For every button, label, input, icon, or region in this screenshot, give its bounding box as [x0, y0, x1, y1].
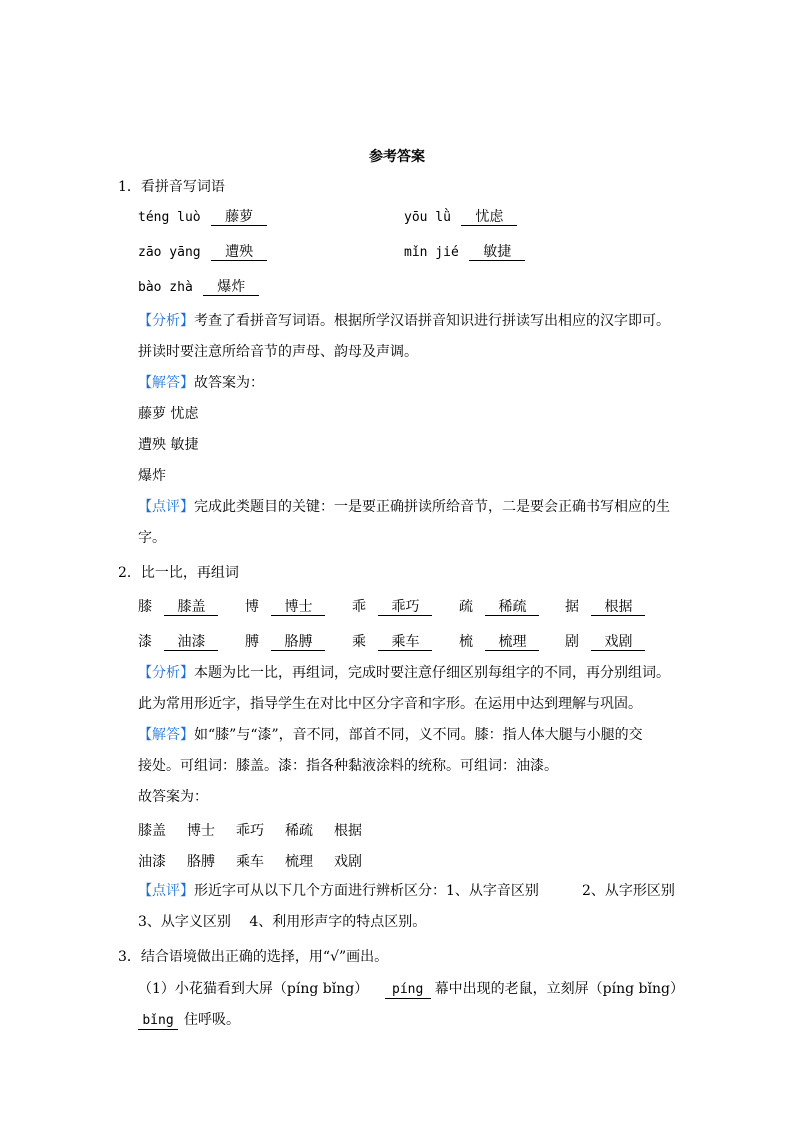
q2-answer	[138, 720, 678, 813]
comment-text: 3、从字义区别 4、利用形声字的特点区别。	[138, 914, 427, 930]
pinyin: mǐn jié	[404, 245, 459, 260]
answer-tag: 【解答】	[138, 375, 194, 391]
answer-word: 胳膊	[187, 854, 215, 870]
char: 剧	[565, 634, 579, 650]
q1-item	[404, 244, 525, 261]
analysis-text: 此为常用形近字，指导学生在对比中区分字音和字形。在运用中达到理解与巩固。	[138, 696, 642, 712]
char: 漆	[138, 634, 152, 650]
q1-item	[138, 279, 259, 296]
answer-blank: 胳膊	[271, 634, 325, 651]
comment-text: 完成此类题目的关键：一是要正确拼读所给音节，二是要会正确书写相应的生	[194, 499, 670, 515]
answer-blank: 稀疏	[485, 599, 539, 616]
q3-text: 幕中出现的老鼠，立刻屏（píng bǐng）	[434, 981, 684, 997]
comment-text: 形近字可从以下几个方面进行辨析区分：1、从字音区别	[194, 883, 539, 899]
answer-blank: 根据	[591, 599, 645, 616]
answer-word: 油漆	[138, 854, 166, 870]
answer-blank: píng	[385, 982, 431, 999]
q1-comment	[138, 492, 678, 554]
q2-comment	[138, 876, 678, 938]
q3-text: 住呼吸。	[184, 1012, 240, 1028]
answer-blank: 膝盖	[164, 599, 218, 616]
comment-text: 字。	[138, 530, 166, 546]
q3-heading: 3．结合语境做出正确的选择，用“√”画出。	[118, 949, 389, 965]
pinyin: bào zhà	[138, 280, 193, 295]
analysis-text: 考查了看拼音写词语。根据所学汉语拼音知识进行拼读写出相应的汉字即可。	[194, 313, 670, 329]
q3-line1	[138, 978, 684, 999]
answer-tag: 【解答】	[138, 727, 194, 743]
answer-blank: 敏捷	[469, 244, 525, 261]
answer-blank: bǐng	[138, 1013, 178, 1030]
q1-item	[138, 244, 267, 261]
answer-word: 梳理	[285, 854, 313, 870]
analysis-text: 拼读时要注意所给音节的声母、韵母及声调。	[138, 344, 418, 360]
answer-blank: 爆炸	[203, 279, 259, 296]
answer-line: 爆炸	[138, 468, 166, 484]
q2-heading: 2．比一比，再组词	[118, 565, 239, 581]
answer-text: 接处。可组词：膝盖。漆：指各种黏液涂料的统称。可组词：油漆。	[138, 758, 558, 774]
q1-item	[404, 209, 517, 226]
answer-intro: 故答案为：	[194, 375, 264, 391]
q3-text: （1）小花猫看到大屏（píng bǐng）	[138, 981, 369, 997]
answer-blank: 博士	[271, 599, 325, 616]
answer-word: 膝盖	[138, 823, 166, 839]
answer-intro: 故答案为：	[138, 789, 208, 805]
answer-word: 博士	[187, 823, 215, 839]
answer-word: 乘车	[236, 854, 264, 870]
answer-line: 遭殃 敏捷	[138, 437, 199, 453]
char: 膊	[245, 634, 259, 650]
answer-blank: 遭殃	[211, 244, 267, 261]
char: 膝	[138, 599, 152, 615]
answer-blank: 乖巧	[378, 599, 432, 616]
answer-blank: 忧虑	[461, 209, 517, 226]
pinyin: zāo yāng	[138, 245, 201, 260]
char: 疏	[459, 599, 473, 615]
page-title: 参考答案	[369, 149, 425, 165]
analysis-tag: 【分析】	[138, 665, 194, 681]
char: 据	[565, 599, 579, 615]
answer-word: 戏剧	[334, 854, 362, 870]
answer-text: 如“膝”与“漆”，音不同，部首不同，义不同。膝：指人体大腿与小腿的交	[194, 727, 643, 743]
analysis-text: 本题为比一比，再组词，完成时要注意仔细区别每组字的不同，再分别组词。	[194, 665, 670, 681]
answer-word: 根据	[334, 823, 362, 839]
q3-line2	[138, 1009, 240, 1030]
q1-heading: 1．看拼音写词语	[118, 179, 225, 195]
answer-blank: 梳理	[485, 634, 539, 651]
analysis-tag: 【分析】	[138, 313, 194, 329]
answer-word: 稀疏	[285, 823, 313, 839]
char: 乖	[352, 599, 366, 615]
pinyin: téng luò	[138, 210, 201, 225]
q1-item	[138, 209, 267, 226]
answer-blank: 乘车	[378, 634, 432, 651]
q1-analysis	[138, 306, 678, 368]
answer-blank: 藤萝	[211, 209, 267, 226]
q1-answer	[138, 368, 678, 492]
comment-tag: 【点评】	[138, 883, 194, 899]
char: 博	[245, 599, 259, 615]
answer-blank: 油漆	[164, 634, 218, 651]
q2-analysis	[138, 658, 678, 720]
answer-blank: 戏剧	[591, 634, 645, 651]
answer-line: 藤萝 忧虑	[138, 406, 199, 422]
comment-tag: 【点评】	[138, 499, 194, 515]
char: 乘	[352, 634, 366, 650]
pinyin: yōu lǜ	[404, 210, 451, 225]
comment-text: 2、从字形区别	[582, 883, 675, 899]
char: 梳	[459, 634, 473, 650]
answer-word: 乖巧	[236, 823, 264, 839]
